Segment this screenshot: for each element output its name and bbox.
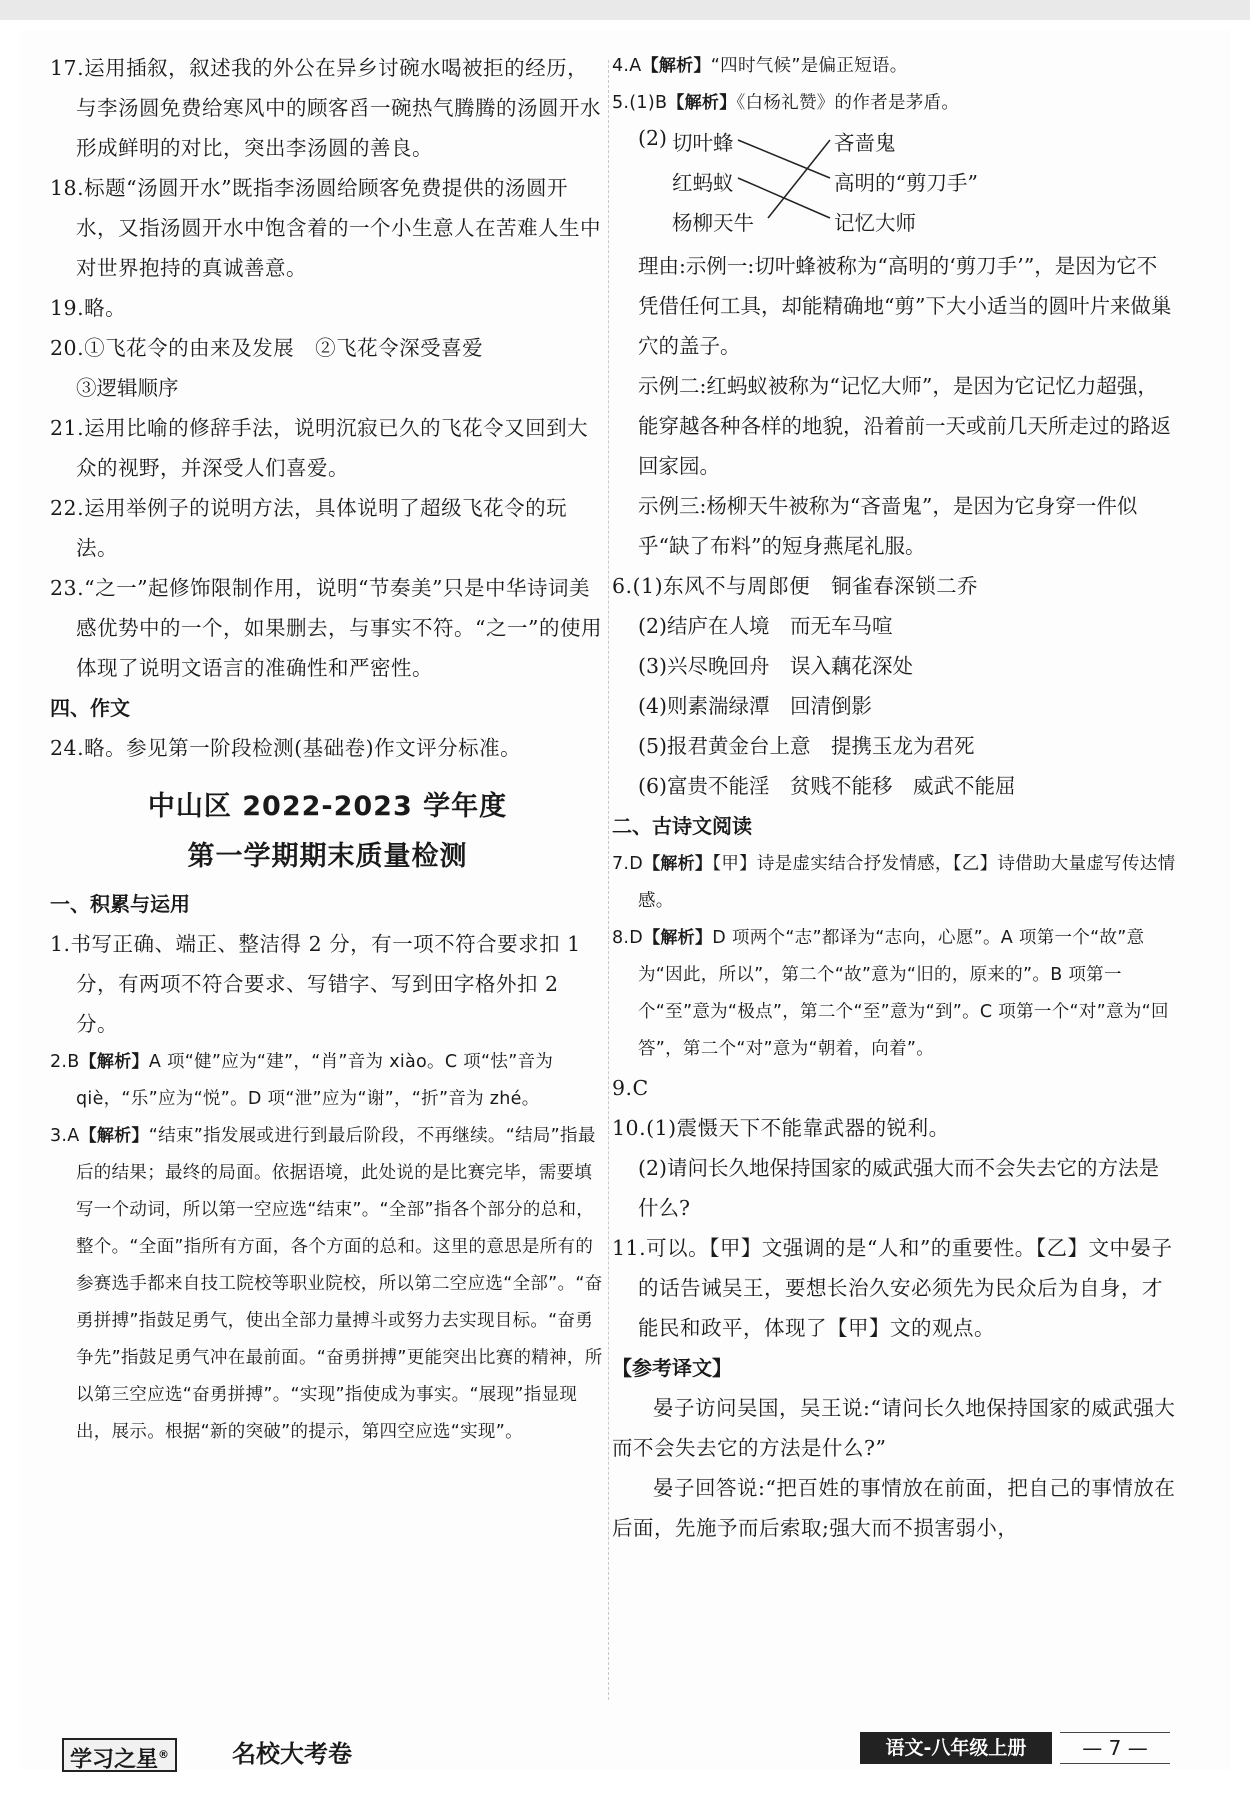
match-left-2: 红蚂蚁 <box>672 171 734 195</box>
answer-10-2: (2)请问长久地保持国家的威武强大而不会失去它的方法是什么? <box>638 1156 1160 1220</box>
answer-8-choice: 8.D <box>612 928 644 948</box>
exam-title-line1: 中山区 2022-2023 学年度 <box>147 791 508 822</box>
section-heading-classical: 二、古诗文阅读 <box>612 814 752 838</box>
translation-para-2: 晏子回答说:“把百姓的事情放在前面，把自己的事情放在后面，先施予而后索取;强大而不损害弱小， <box>612 1476 1176 1540</box>
answer-2-analysis: A 项“健”应为“建”，“肖”音为 xiào。C 项“怯”音为 qiè，“乐”应为“悦”。D 项“泄”应为“谢”，“折”音为 zhé。 <box>76 1052 554 1109</box>
answer-24: 24.略。参见第一阶段检测(基础卷)作文评分标准。 <box>50 736 522 760</box>
answer-19: 19.略。 <box>50 296 127 320</box>
exam-title-line2: 第一学期期末质量检测 <box>187 841 468 872</box>
right-column <box>612 48 1177 1548</box>
answer-5-analysis: 《白杨礼赞》的作者是茅盾。 <box>736 93 960 113</box>
answer-3 <box>50 1118 605 1451</box>
brand-logo <box>62 1738 177 1772</box>
answer-6-1: 6.(1)东风不与周郎便 铜雀春深锁二乔 <box>612 574 979 598</box>
matching-diagram <box>638 122 1177 246</box>
section-heading-accumulation: 一、积累与运用 <box>50 892 190 916</box>
answer-5-choice: 5.(1)B <box>612 93 668 113</box>
answer-5 <box>612 85 1177 122</box>
translation-para-1: 晏子访问吴国，吴王说:“请问长久地保持国家的威武强大而不会失去它的方法是什么?” <box>612 1396 1176 1460</box>
answer-10-1: 10.(1)震慑天下不能靠武器的锐利。 <box>612 1116 950 1140</box>
answer-20: 20.①飞花令的由来及发展 ②飞花令深受喜爱 <box>50 336 484 360</box>
reference-translation-tag: 【参考译文】 <box>612 1356 732 1380</box>
answer-7-choice: 7.D <box>612 854 644 874</box>
answer-22: 22.运用举例子的说明方法，具体说明了超级飞花令的玩法。 <box>50 496 568 560</box>
answer-1: 1.书写正确、端正、整洁得 2 分，有一项不符合要求扣 1 分，有两项不符合要求、写错字、写到田字格外扣 2 分。 <box>50 932 581 1036</box>
answer-9: 9.C <box>612 1076 649 1100</box>
answer-6-3: (3)兴尽晚回舟 误入藕花深处 <box>638 654 914 678</box>
answer-23: 23.“之一”起修饰限制作用，说明“节奏美”只是中华诗词美感优势中的一个，如果删去，与事实不符。“之一”的使用体现了说明文语言的准确性和严密性。 <box>50 576 602 680</box>
match-left-3: 杨柳天牛 <box>672 211 754 235</box>
answer-3-analysis: “结束”指发展或进行到最后阶段，不再继续。“结局”指最后的结果；最终的局面。依据语境，此处说的是比赛完毕，需要填写一个动词，所以第一空应选“结束”。“全部”指各个部分的总和，整个。“全面”指所有方面，各个方面的总和。这里的意思是所有的参赛选手都来自技工院校等职业院校，所以第二空应选“全部”。“奋勇拼搏”指鼓足勇气，使出全部力量搏斗或努力去实现目标。“奋勇争先”指鼓足勇气冲在最前面。“奋勇拼搏”更能突出比赛的精神，所以第三空应选“奋勇拼搏”。“实现”指使成为事实。“展现”指显现出，展示。根据“新的突破”的提示，第四空应选“实现”。 <box>76 1126 603 1442</box>
answer-4-choice: 4.A <box>612 56 642 76</box>
match-left-1: 切叶蜂 <box>672 131 734 155</box>
answer-20-cont: ③逻辑顺序 <box>76 376 179 400</box>
answer-7 <box>612 846 1177 920</box>
match-prefix: (2) <box>638 126 668 150</box>
match-right-2: 高明的“剪刀手” <box>834 171 978 195</box>
matching-lines <box>638 122 838 246</box>
page-number: — 7 — <box>1060 1732 1170 1764</box>
scan-top-edge <box>0 0 1250 20</box>
reason-example-2: 示例二:红蚂蚁被称为“记忆大师”，是因为它记忆力超强，能穿越各种各样的地貌，沿着前一天或前几天所走过的路返回家园。 <box>638 374 1171 478</box>
answer-3-choice: 3.A <box>50 1126 80 1146</box>
analysis-tag: 【解析】 <box>643 854 713 874</box>
answer-2-choice: 2.B <box>50 1052 80 1072</box>
answer-4 <box>612 48 1177 85</box>
analysis-tag: 【解析】 <box>79 1126 149 1146</box>
analysis-tag: 【解析】 <box>641 56 711 76</box>
answer-17: 17.运用插叙，叙述我的外公在异乡讨碗水喝被拒的经历，与李汤圆免费给寒风中的顾客舀一碗热气腾腾的汤圆开水形成鲜明的对比，突出李汤圆的善良。 <box>50 56 601 160</box>
reason-example-3: 示例三:杨柳天牛被称为“吝啬鬼”，是因为它身穿一件似乎“缺了布料”的短身燕尾礼服。 <box>638 494 1138 558</box>
analysis-tag: 【解析】 <box>643 928 713 948</box>
subject-label: 语文-八年级上册 <box>860 1732 1052 1764</box>
match-line-1 <box>738 140 830 178</box>
exam-title <box>50 782 605 882</box>
answer-7-analysis: 【甲】诗是虚实结合抒发情感，【乙】诗借助大量虚写传达情感。 <box>638 854 1176 911</box>
answer-21: 21.运用比喻的修辞手法，说明沉寂已久的飞花令又回到大众的视野，并深受人们喜爱。 <box>50 416 589 480</box>
answer-6-4: (4)则素湍绿潭 回清倒影 <box>638 694 873 718</box>
analysis-tag: 【解析】 <box>79 1052 149 1072</box>
answer-6-6: (6)富贵不能淫 贫贱不能移 威武不能屈 <box>638 774 1016 798</box>
match-right-1: 吝啬鬼 <box>834 131 896 155</box>
section-heading-composition: 四、作文 <box>50 696 130 720</box>
answer-18: 18.标题“汤圆开水”既指李汤圆给顾客免费提供的汤圆开水，又指汤圆开水中饱含着的一个小生意人在苦难人生中对世界抱持的真诚善意。 <box>50 176 601 280</box>
answer-6-5: (5)报君黄金台上意 提携玉龙为君死 <box>638 734 975 758</box>
match-right-3: 记忆大师 <box>834 211 916 235</box>
analysis-tag: 【解析】 <box>667 93 737 113</box>
book-series-name: 名校大考卷 <box>232 1740 352 1768</box>
column-divider <box>608 60 610 1700</box>
answer-4-analysis: “四时气候”是偏正短语。 <box>710 56 908 76</box>
answer-8 <box>612 920 1177 1068</box>
left-column <box>50 48 605 1451</box>
match-line-3 <box>768 140 830 218</box>
brand-text: 学习之星 <box>70 1747 159 1773</box>
answer-8-analysis: D 项两个“志”都译为“志向，心愿”。A 项第一个“故”意为“因此，所以”，第二个“故”意为“旧的，原来的”。B 项第一个“至”意为“极点”，第二个“至”意为“到”。C 项第一个“对”意为“回答”，第二个“对”意为“朝着，向着”。 <box>638 928 1169 1059</box>
answer-6-2: (2)结庐在人境 而无车马喧 <box>638 614 893 638</box>
answer-11: 11.可以。【甲】文强调的是“人和”的重要性。【乙】文中晏子的话告诫吴王，要想长治久安必须先为民众后为自身，才能民和政平，体现了【甲】文的观点。 <box>612 1236 1173 1340</box>
registered-mark: ® <box>158 1748 170 1761</box>
answer-2 <box>50 1044 605 1118</box>
reason-example-1: 理由:示例一:切叶蜂被称为“高明的‘剪刀手’”，是因为它不凭借任何工具，却能精确地“剪”下大小适当的圆叶片来做巢穴的盖子。 <box>638 254 1172 358</box>
